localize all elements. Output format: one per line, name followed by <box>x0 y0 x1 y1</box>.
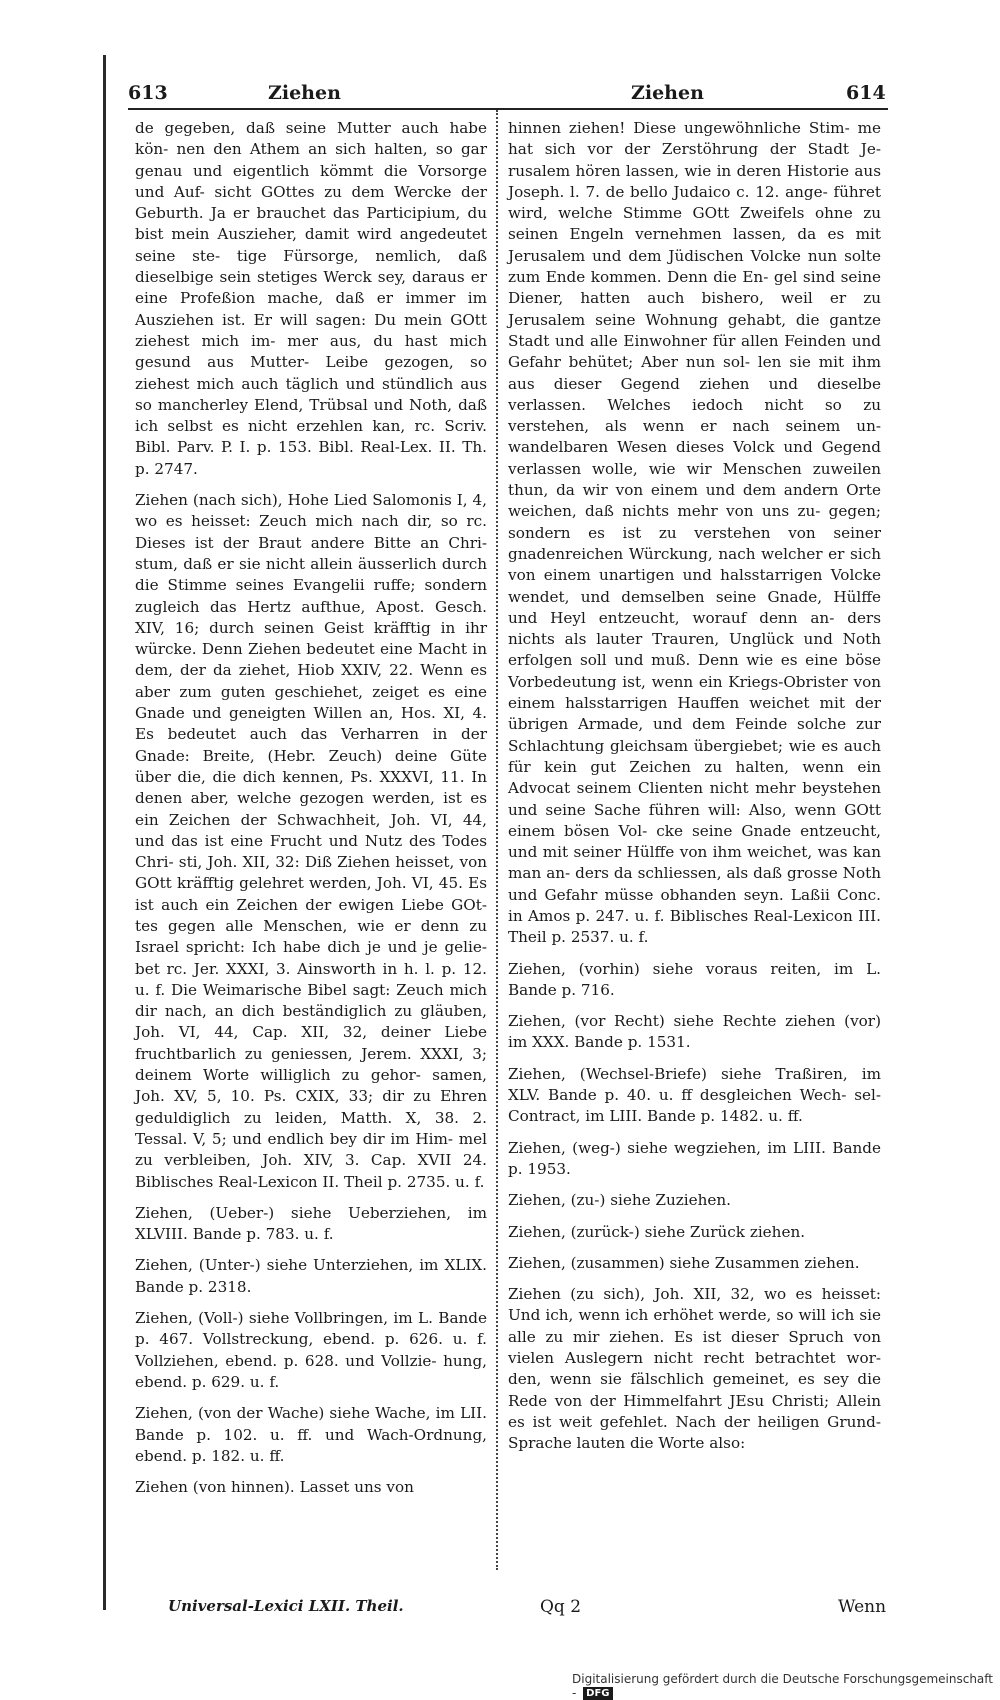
catchword: Wenn <box>838 1597 887 1617</box>
page-number-right: 614 <box>846 82 886 104</box>
running-head-left: Ziehen <box>268 82 341 104</box>
entry-paragraph: Ziehen, (vor Recht) siehe Rechte ziehen (vor) im XXX. Bande p. 1531. <box>508 1012 881 1052</box>
right-column <box>508 118 881 1465</box>
entry-paragraph: Ziehen, (weg-) siehe wegziehen, im LIII. Bande p. 1953. <box>508 1138 881 1178</box>
digitization-note <box>572 1672 1000 1700</box>
entry-paragraph: Ziehen (nach sich), Hohe Lied Salomonis I, 4, wo es heisset: Zeuch mich nach dir, so rc. Dieses ist der Braut andere Bitte an Chri- stum, daß er sie nicht allein äusserlich durch die Stimme seines Evangelii ruffe; sondern zugleich das Hertz aufthue, Apost. Gesch. XIV, 16; durch seinen Geist kräfftig in ihr würcke. Denn Ziehen bedeutet eine Macht in dem, der da ziehet, Hiob XXIV, 22. Wenn es aber zum guten geschiehet, zeiget es eine Gnade und geneigten Willen an, Hos. XI, 4. Es bedeutet auch das Verharren in der Gnade: Breite, (Hebr. Zeuch) deine Güte über die, die dich kennen, Ps. XXXVI, 11. In denen aber, welche gezogen werden, ist es ein Zeichen der Schwachheit, Joh. VI, 44, und das ist eine Frucht und Nutz des Todes Chri- sti, Joh. XII, 32: Diß Ziehen heisset, von GOtt kräfftig gelehret werden, Joh. VI, 45. Es ist auch ein Zeichen der ewigen Liebe GOt- tes gegen alle Menschen, wie er denn zu Israel spricht: Ich habe dich je und je gelie- bet rc. Jer. XXXI, 3. Ainsworth in h. l. p. 12. u. f. Die Weimarische Bibel sagt: Zeuch mich dir nach, an dich beständiglich zu gläuben, Joh. VI, 44, Cap. XII, 32, deiner Liebe fruchtbarlich zu geniessen, Jerem. XXXI, 3; deinem Worte williglich zu gehor- samen, Joh. XV, 5, 10. Ps. CXIX, 33; dir zu Ehren geduldiglich zu leiden, Matth. X, 38. 2. Tessal. V, 5; und endlich bey dir im Him- mel zu verbleiben, Joh. XIV, 3. Cap. XVII 24. Biblisches Real-Lexicon II. Theil p. 2735. u. f. <box>135 491 487 1191</box>
entry-paragraph: Ziehen (zu sich), Joh. XII, 32, wo es heisset: Und ich, wenn ich erhöhet werde, so will ich sie alle zu mir ziehen. Es ist dieser Spruch von vielen Auslegern nicht recht betrachtet wor- den, wenn sie fälschlich gemeinet, es sey die Rede von der Himmelfahrt JEsu Christi; Allein es ist weit gefehlet. Nach der heiligen Grund-Sprache lauten die Worte also: <box>508 1285 881 1453</box>
entry-paragraph: Ziehen, (zu-) siehe Zuziehen. <box>508 1191 731 1210</box>
entry-paragraph: de gegeben, daß seine Mutter auch habe kön- nen den Athem an sich halten, so gar genau und eigentlich kömmt die Vorsorge und Auf- sicht GOttes zu dem Wercke der Geburth. Ja er brauchet das Participium, du bist mein Auszieher, damit wird angedeutet seine ste- tige Fürsorge, nemlich, daß dieselbige sein stetiges Werck sey, daraus er eine Profeßion mache, daß er immer im Ausziehen ist. Er will sagen: Du mein GOtt ziehest mich im- mer aus, du hast mich gesund aus Mutter- Leibe gezogen, so ziehest mich auch täglich und stündlich aus so mancherley Elend, Trübsal und Noth, daß ich selbst es nicht erzehlen kan, rc. Scriv. Bibl. Parv. P. I. p. 153. Bibl. Real-Lex. II. Th. p. 2747. <box>135 119 487 478</box>
entry-paragraph: Ziehen, (Unter-) siehe Unterziehen, im XLIX. Bande p. 2318. <box>135 1256 487 1296</box>
entry-paragraph: Ziehen, (von der Wache) siehe Wache, im LII. Bande p. 102. u. ff. und Wach-Ordnung, ebend. p. 182. u. ff. <box>135 1404 487 1465</box>
entry-paragraph: Ziehen, (Ueber-) siehe Ueberziehen, im XLVIII. Bande p. 783. u. f. <box>135 1203 487 1244</box>
entry-paragraph: Ziehen, (Voll-) siehe Vollbringen, im L. Bande p. 467. Vollstreckung, ebend. p. 626. u. f. Vollziehen, ebend. p. 628. und Vollzie- hung, ebend. p. 629. u. f. <box>135 1309 487 1391</box>
entry-paragraph: Ziehen, (zusammen) siehe Zusammen ziehen. <box>508 1253 860 1272</box>
entry-paragraph: Ziehen, (vorhin) siehe voraus reiten, im L. Bande p. 716. <box>508 959 881 999</box>
quire-mark: Qq 2 <box>540 1597 582 1617</box>
dfg-note-text: Digitalisierung gefördert durch die Deutsche Forschungsgemeinschaft - <box>572 1672 994 1700</box>
entry-paragraph: hinnen ziehen! Diese ungewöhnliche Stim- me hat sich vor der Zerstöhrung der Stadt Je- rusalem hören lassen, wie in deren Historie aus Joseph. l. 7. de bello Judaico c. 12. ange- führet wird, welche Stimme GOtt Zweifels ohne zu seinen Engeln vernehmen lassen, da es mit Jerusalem und dem Jüdischen Volcke nun solte zum Ende kommen. Denn die En- gel sind seine Diener, hatten auch bishero, weil er zu Jerusalem seine Wohnung gehabt, die gantze Stadt und alle Einwohner für allen Feinden und Gefahr behütet; Aber nun sol- len sie mit ihm aus dieser Gegend ziehen und dieselbe verlassen. Welches iedoch nicht so zu verstehen, als wenn er nach seinem un- wandelbaren Wesen dieses Volck und Gegend verlassen wolle, wie wir Menschen zuweilen thun, da wir von einem und dem andern Orte weichen, daß nichts mehr von uns zu- gegen; sondern es ist zu verstehen von seiner gnadenreichen Würckung, nach welcher er sich von einem unartigen und halsstarrigen Volcke wendet, und demselben seine Gnade, Hülffe und Heyl entzeucht, worauf denn an- ders nichts als lauter Trauren, Unglück und Noth erfolgen soll und muß. Denn wie es eine böse Vorbedeutung ist, wenn ein Kriegs-Obrister von einem halsstarrigen Hauffen weichet mit der übrigen Armade, und dem Feinde solche zur Schlachtung gleichsam übergiebet; wie es auch für kein gut Zeichen zu halten, wenn ein Advocat seinem Clienten nicht mehr beystehen und seine Sache führen will: Also, wenn GOtt einem bösen Vol- cke seine Gnade entzeucht, und mit seiner Hülffe von ihm weichet, was kan man an- ders da schliessen, als daß grosse Noth und Gefahr müsse obhanden seyn. Laßii Conc. in Amos p. 247. u. f. Biblisches Real-Lexicon III. Theil p. 2537. u. f. <box>508 119 881 947</box>
left-column <box>135 118 487 1508</box>
header-rule <box>128 108 888 110</box>
running-head-right: Ziehen <box>631 82 704 104</box>
column-divider <box>496 110 499 1570</box>
entry-paragraph: Ziehen, (Wechsel-Briefe) siehe Traßiren, im XLV. Bande p. 40. u. ff desgleichen Wech- sel-Contract, im LIII. Bande p. 1482. u. ff. <box>508 1064 881 1126</box>
entry-paragraph: Ziehen, (zurück-) siehe Zurück ziehen. <box>508 1222 806 1241</box>
volume-signature: Universal-Lexici LXII. Theil. <box>168 1597 404 1615</box>
entry-paragraph: Ziehen (von hinnen). Lasset uns von <box>135 1478 414 1497</box>
binding-edge <box>103 55 106 1610</box>
dfg-logo: DFG <box>583 1687 612 1700</box>
page-number-left: 613 <box>128 82 168 104</box>
